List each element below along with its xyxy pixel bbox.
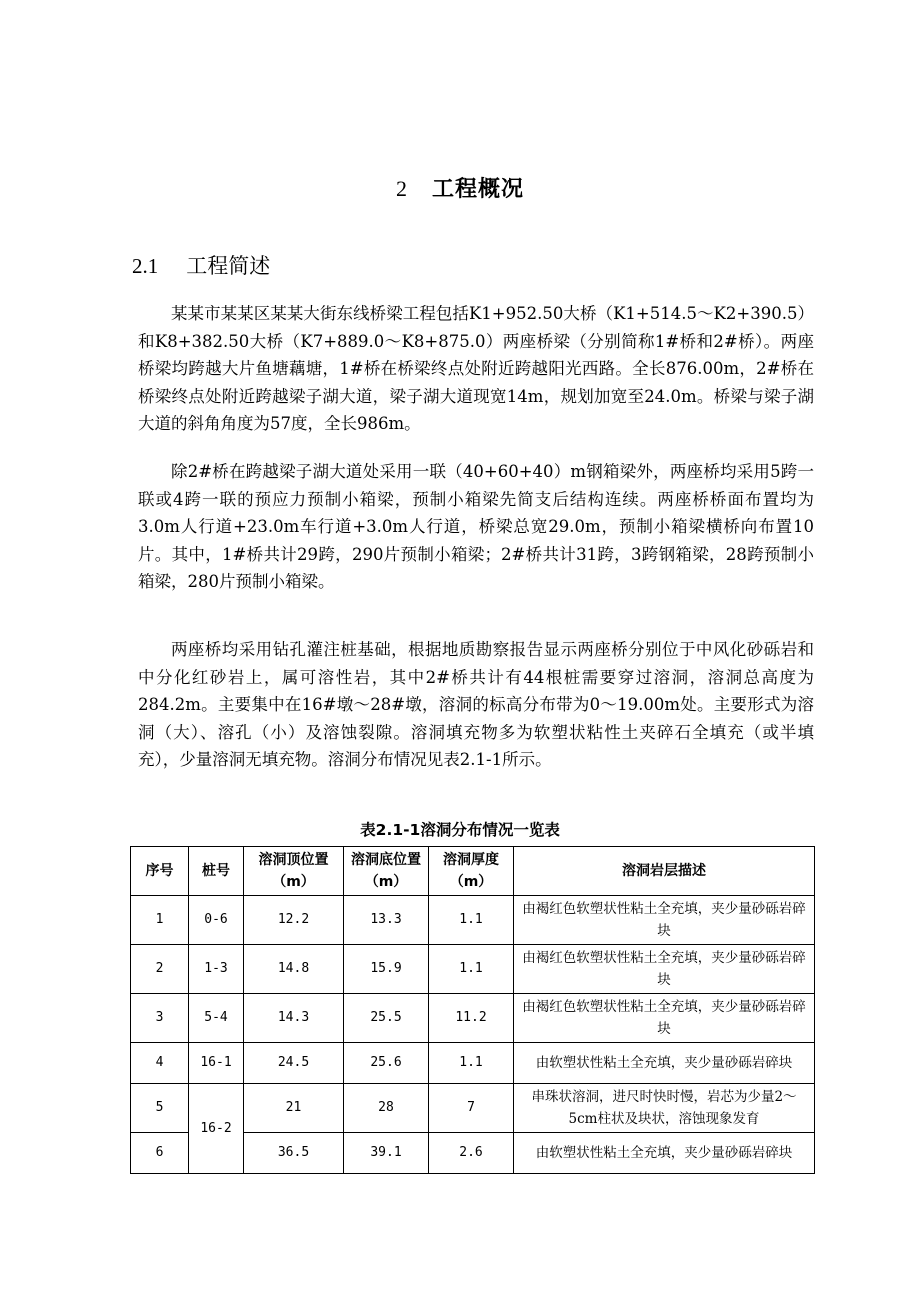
section-number: 2.1: [132, 254, 159, 278]
cell-top: 12.2: [244, 896, 344, 945]
cell-top: 14.3: [244, 994, 344, 1043]
cell-no: 5: [131, 1084, 189, 1133]
cell-no: 2: [131, 945, 189, 994]
section-title: [132, 250, 270, 280]
table-row: [131, 1084, 815, 1133]
table-header-row: [131, 847, 815, 896]
cell-description: 由软塑状性粘土全充填，夹少量砂砾岩碎块: [514, 1043, 815, 1084]
cell-no: 1: [131, 896, 189, 945]
cell-top: 21: [244, 1084, 344, 1133]
cell-thickness: 11.2: [429, 994, 514, 1043]
header-description: 溶洞岩层描述: [514, 847, 815, 896]
table-row: [131, 1043, 815, 1084]
cell-thickness: 2.6: [429, 1133, 514, 1174]
cell-bottom: 13.3: [344, 896, 429, 945]
cell-top: 36.5: [244, 1133, 344, 1174]
paragraph-overview: 某某市某某区某某大街东线桥梁工程包括K1+952.50大桥（K1+514.5～K2+390.5）和K8+382.50大桥（K7+889.0～K8+875.0）两座桥梁（分别简称1#桥和2#桥）。两座桥梁均跨越大片鱼塘藕塘，1#桥在桥梁终点处附近跨越阳光西路。全长876.00m，2#桥在桥梁终点处附近跨越梁子湖大道，梁子湖大道现宽14m，规划加宽至24.0m。桥梁与梁子湖大道的斜角角度为57度，全长986m。: [138, 304, 814, 433]
cell-top: 24.5: [244, 1043, 344, 1084]
cell-thickness: 1.1: [429, 945, 514, 994]
header-bottom: 溶洞底位置（m）: [344, 847, 429, 896]
cell-description: 由褐红色软塑状性粘土全充填，夹少量砂砾岩碎块: [514, 945, 815, 994]
header-thickness: 溶洞厚度（m）: [429, 847, 514, 896]
table-caption: 表2.1-1溶洞分布情况一览表: [360, 821, 560, 839]
cell-description: 由褐红色软塑状性粘土全充填，夹少量砂砾岩碎块: [514, 994, 815, 1043]
chapter-title-text: 工程概况: [431, 177, 524, 202]
header-pile: 桩号: [189, 847, 244, 896]
chapter-title: [0, 172, 920, 203]
cell-bottom: 39.1: [344, 1133, 429, 1174]
paragraph-structure: 除2#桥在跨越梁子湖大道处采用一联（40+60+40）m钢箱梁外，两座桥均采用5跨一联或4跨一联的预应力预制小箱梁，预制小箱梁先简支后结构连续。两座桥桥面布置均为3.0m人行道+23.0m车行道+3.0m人行道，桥梁总宽29.0m，预制小箱梁横桥向布置10片。其中，1#桥共计29跨，290片预制小箱梁；2#桥共计31跨，3跨钢箱梁，28跨预制小箱梁，280片预制小箱梁。: [138, 462, 814, 591]
table-row: [131, 994, 815, 1043]
cell-description: 由软塑状性粘土全充填，夹少量砂砾岩碎块: [514, 1133, 815, 1174]
cell-pile: 16-1: [189, 1043, 244, 1084]
cell-pile: 16-2: [189, 1084, 244, 1174]
cell-bottom: 25.6: [344, 1043, 429, 1084]
table-row: [131, 945, 815, 994]
cell-bottom: 25.5: [344, 994, 429, 1043]
cell-no: 3: [131, 994, 189, 1043]
cell-thickness: 1.1: [429, 896, 514, 945]
header-top: 溶洞顶位置（m）: [244, 847, 344, 896]
cell-description: 串珠状溶洞，进尺时快时慢，岩芯为少量2～5cm柱状及块状，溶蚀现象发育: [514, 1084, 815, 1133]
cell-no: 6: [131, 1133, 189, 1174]
table-row: [131, 896, 815, 945]
cell-description: 由褐红色软塑状性粘土全充填，夹少量砂砾岩碎块: [514, 896, 815, 945]
cell-pile: 1-3: [189, 945, 244, 994]
cell-bottom: 28: [344, 1084, 429, 1133]
cell-thickness: 1.1: [429, 1043, 514, 1084]
cell-thickness: 7: [429, 1084, 514, 1133]
section-title-text: 工程简述: [186, 254, 271, 278]
cell-top: 14.8: [244, 945, 344, 994]
cell-bottom: 15.9: [344, 945, 429, 994]
cell-pile: 0-6: [189, 896, 244, 945]
cell-no: 4: [131, 1043, 189, 1084]
cell-pile: 5-4: [189, 994, 244, 1043]
karst-distribution-table: [130, 846, 815, 1174]
header-no: 序号: [131, 847, 189, 896]
paragraph-foundation: 两座桥均采用钻孔灌注桩基础，根据地质勘察报告显示两座桥分别位于中风化砂砾岩和中分化红砂岩上，属可溶性岩，其中2#桥共计有44根桩需要穿过溶洞，溶洞总高度为284.2m。主要集中在16#墩～28#墩，溶洞的标高分布带为0～19.00m处。主要形式为溶洞（大）、溶孔（小）及溶蚀裂隙。溶洞填充物多为软塑状粘性土夹碎石全填充（或半填充），少量溶洞无填充物。溶洞分布情况见表2.1-1所示。: [138, 640, 814, 769]
chapter-number: 2: [395, 176, 408, 201]
